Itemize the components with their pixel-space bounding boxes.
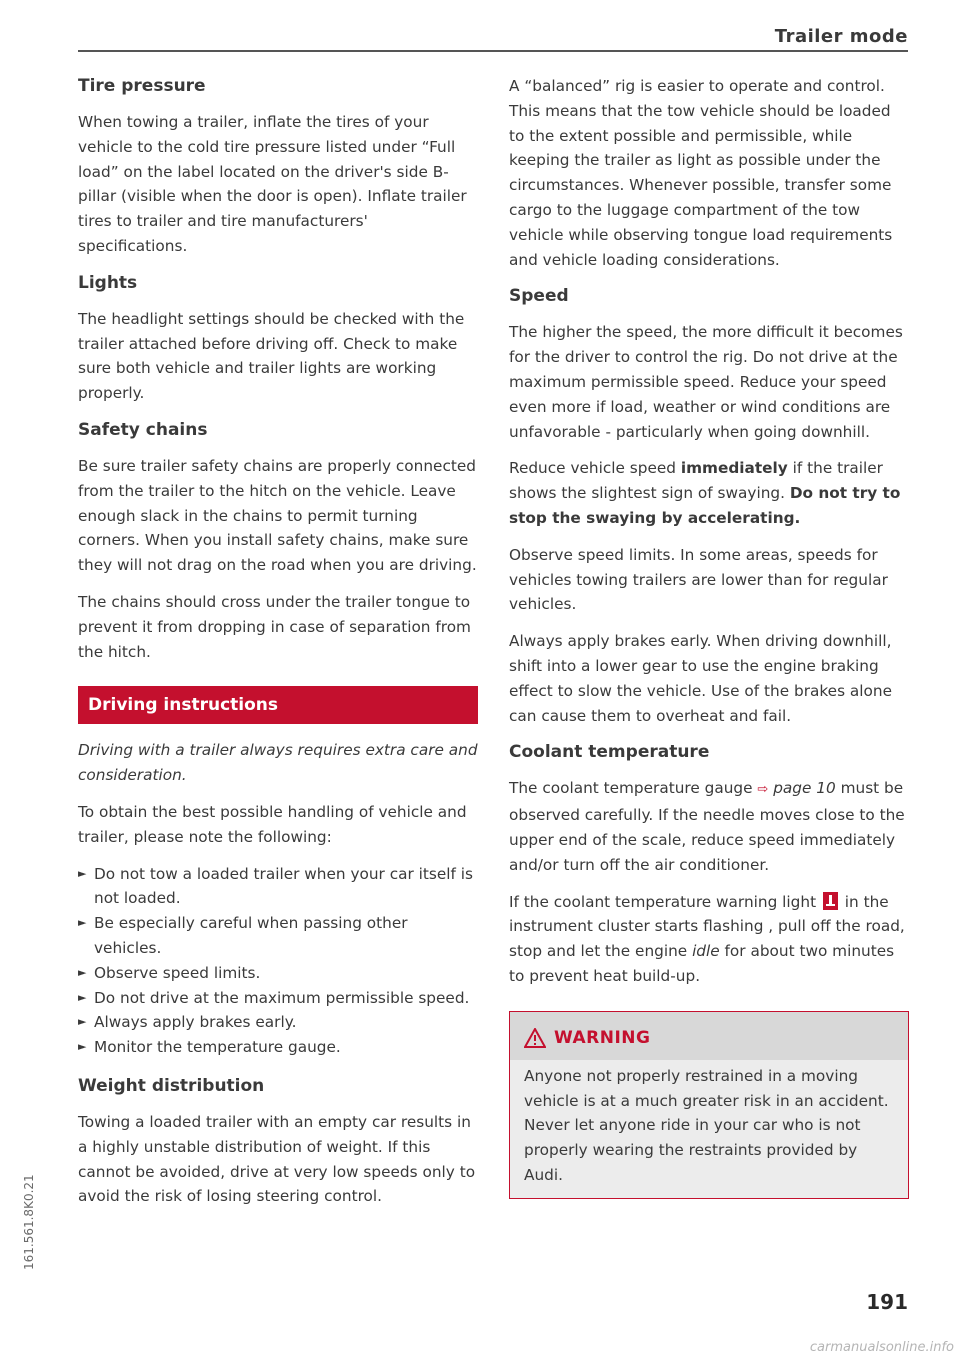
arrow-right-icon: ⇨ [757, 782, 769, 798]
driving-instructions-banner: Driving instructions [78, 686, 478, 724]
warning-header [510, 1012, 908, 1060]
section-title: Trailer mode [774, 26, 908, 47]
list-item: ► Do not drive at the maximum permissible speed. [78, 986, 478, 1011]
speed-heading: Speed [509, 286, 569, 307]
warning-text: Anyone not properly restrained in a moving vehicle is at a much greater risk in an accident. Never let anyone ride in your car who is not properly wearing the restraints provided by Audi. [524, 1066, 889, 1184]
lights-text: The headlight settings should be checked with the trailer attached before driving off. Check to make sure both vehicle and trailer lights are working properly. [78, 309, 465, 403]
triangle-bullet-icon: ► [78, 965, 87, 979]
driving-instructions-lead: To obtain the best possible handling of vehicle and trailer, please note the following: [78, 802, 467, 846]
safety-chains-text-1: Be sure trailer safety chains are properly connected from the trailer to the hitch on the vehicle. Leave enough slack in the chains to permit turning corners. When you install safety chains, make sure they will not drag on the road when you are driving. [78, 456, 477, 575]
driving-instructions-list [78, 862, 478, 1060]
safety-chains-heading: Safety chains [78, 419, 208, 440]
tire-pressure-text: When towing a trailer, inflate the tires of your vehicle to the cold tire pressure listed under “Full load” on the label located on the driver's side B-pillar (visible when the door is open). Inflate trailer tires to trailer and tire manufacturers' specifications. [78, 113, 467, 255]
speed-text-1: The higher the speed, the more difficult it becomes for the driver to control the rig. Do not drive at the maximum permissible speed. Reduce your speed even more if load, weather or wind conditions are unfavorable - particularly when going downhill. [509, 323, 903, 441]
left-column [78, 74, 478, 1221]
list-item: ► Do not tow a loaded trailer when your car itself is not loaded. [78, 862, 478, 912]
list-item: ► Monitor the temperature gauge. [78, 1035, 478, 1060]
watermark: carmanualsonline.info [809, 1340, 954, 1355]
right-column [509, 74, 909, 1199]
page-reference-link[interactable]: ⇨ page 10 [757, 779, 836, 798]
tire-pressure-heading: Tire pressure [78, 76, 206, 96]
weight-distribution-text: Towing a loaded trailer with an empty car results in a highly unstable distribution of weight. If this cannot be avoided, drive at very low speeds only to avoid the risk of losing steering control. [78, 1112, 476, 1206]
warning-triangle-icon [524, 1028, 546, 1048]
safety-chains-text-2: The chains should cross under the trailer tongue to prevent it from dropping in case of separation from the hitch. [78, 592, 471, 661]
list-item: ► Observe speed limits. [78, 961, 478, 986]
coolant-text-2: If the coolant temperature warning light in the instrument cluster starts flashing , pull off the road, stop and let the engine idle for about two minutes to prevent heat build-up. [509, 892, 905, 985]
triangle-bullet-icon: ► [78, 990, 87, 1004]
warning-title: WARNING [554, 1027, 651, 1048]
driving-instructions-intro: Driving with a trailer always requires extra care and consideration. [78, 741, 478, 785]
speed-text-3: Observe speed limits. In some areas, speeds for vehicles towing trailers are lower than for regular vehicles. [509, 545, 888, 614]
coolant-warning-lamp-icon [823, 892, 838, 910]
warning-box [509, 1011, 909, 1199]
triangle-bullet-icon: ► [78, 1040, 87, 1054]
triangle-bullet-icon: ► [78, 916, 87, 930]
lights-heading: Lights [78, 272, 138, 293]
speed-text-2: Reduce vehicle speed immediately if the trailer shows the slightest sign of swaying. Do not try to stop the swaying by accelerating. [509, 459, 901, 527]
balanced-rig-text: A “balanced” rig is easier to operate and control. This means that the tow vehicle should be loaded to the extent possible and permissible, while keeping the trailer as light as possible under the circumstances. Whenever possible, transfer some cargo to the luggage compartment of the tow vehicle while observing tongue load requirements and vehicle loading considerations. [509, 77, 893, 269]
warning-body [510, 1060, 908, 1198]
list-item: ► Be especially careful when passing other vehicles. [78, 911, 478, 961]
list-item: ► Always apply brakes early. [78, 1010, 478, 1035]
document-code: 161.561.8K0.21 [22, 1174, 36, 1270]
coolant-text-1: The coolant temperature gauge ⇨ page 10 must be observed carefully. If the needle moves close to the upper end of the scale, reduce speed immediately and/or turn off the air conditioner. [509, 779, 905, 874]
page-number: 191 [866, 1290, 908, 1314]
triangle-bullet-icon: ► [78, 1015, 87, 1029]
weight-distribution-heading: Weight distribution [78, 1075, 265, 1096]
header-rule [78, 50, 908, 52]
triangle-bullet-icon: ► [78, 866, 87, 880]
speed-text-4: Always apply brakes early. When driving downhill, shift into a lower gear to use the engine braking effect to slow the vehicle. Use of the brakes alone can cause them to overheat and fail. [509, 632, 893, 725]
coolant-heading: Coolant temperature [509, 742, 710, 763]
